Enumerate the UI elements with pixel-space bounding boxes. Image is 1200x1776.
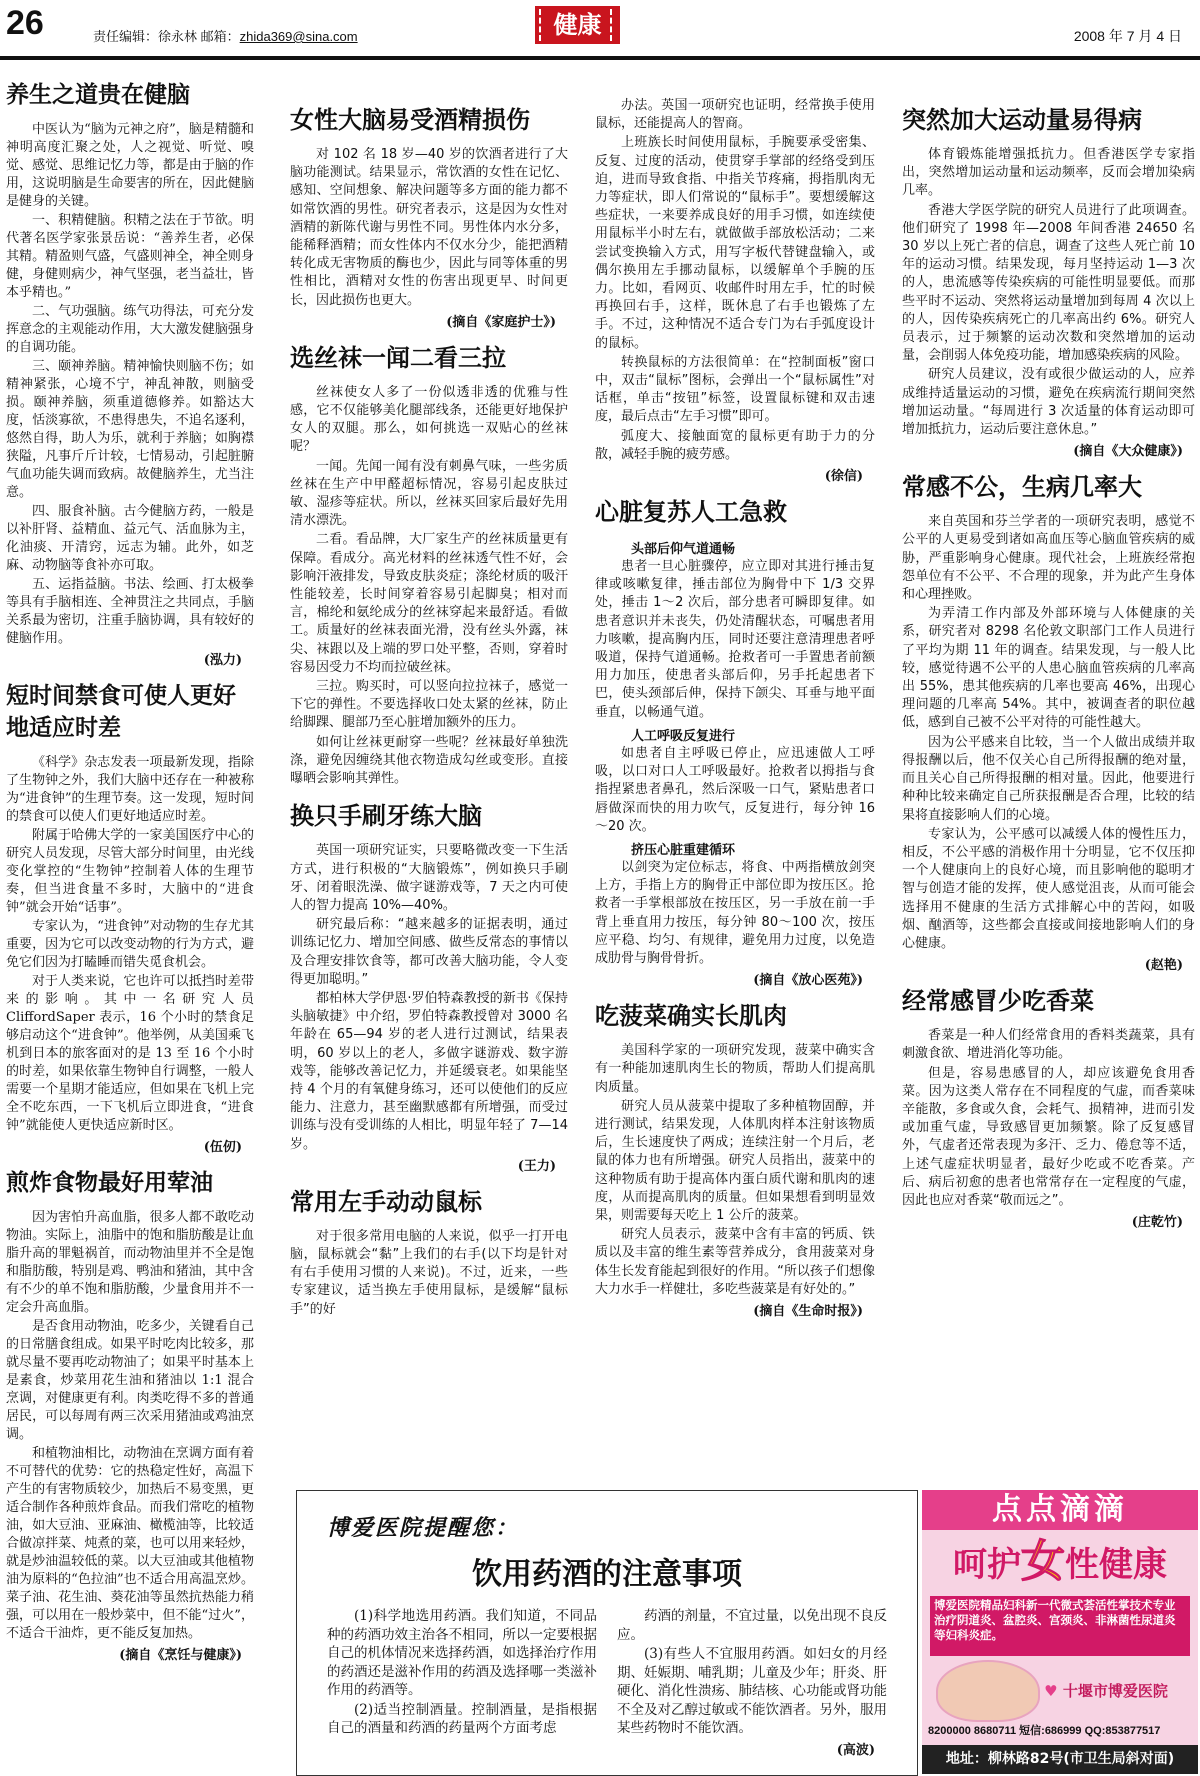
article [290,1186,568,1319]
article-paragraph: 和植物油相比，动物油在烹调方面有着不可替代的优势：它的热稳定性好，高温下产生的有害物质较少，加热后不易变黑，更适合制作各种煎炸食品。而我们常吃的植物油，如大豆油、亚麻油、橄榄油等，比较适合做凉拌菜、炖煮的菜，也可以用来轻炒，就是炒油温较低的菜。以大豆油或其他植物油为原料的“色拉油”也不适合用高温烹炒。菜子油、花生油、葵花油等虽然抗热能力稍强，可以用在一般炒菜中，但不能“过火”，不适合干油炸，更不能反复加热。 [6,1446,254,1641]
article [595,1000,875,1319]
notice-paragraph: (2)适当控制酒量。控制酒量，是指根据自己的酒量和药酒的药量两个方面考虑 [327,1701,597,1736]
article-paragraph: 三、颐神养脑。精神愉快则脑不伤；如精神紧张，心境不宁，神乱神散，则脑受损。颐神养脑，须重道德修养。如豁达大度，恬淡寡欲，不患得患失，不追名逐利，悠然自得，助人为乐，就利于养脑；如胸襟狭隘，凡事斤斤计较，七情易动，引起脏腑气血功能失调而致病。故健脑养生，尤当注意。 [6,359,254,500]
article [6,1167,254,1663]
article-paragraph: 是否食用动物油，吃多少，关键看自己的日常膳食组成。如果平时吃肉比较多，那就尽量不要再吃动物油了；如果平时基本上是素食，炒菜用花生油和猪油以 1:1 混合烹调，对健康更有利。肉类吃得不多的普通居民，可以每周有两三次采用猪油或鸡油烹调。 [6,1319,254,1442]
article-paragraph: 弧度大、接触面宽的鼠标更有助于力的分散，减轻手腕的疲劳感。 [595,428,875,462]
article-paragraph: 如何让丝袜更耐穿一些呢？丝袜最好单独洗涤，避免因缠绕其他衣物造成勾丝或变形。直接曝晒会影响其弹性。 [290,734,568,787]
article-paragraph: 研究人员从菠菜中提取了多种植物固醇，并进行测试，结果发现，人体肌肉样本注射该物质后，生长速度快了两成；连续注射一个月后，老鼠的体力也有所增强。研究人员指出，菠菜中的这种物质有助于提高体内蛋白质代谢和肌肉的速度，从而提高肌肉的质量。但如果想看到明显效果，则需要每天吃上 1 公斤的菠菜。 [595,1098,875,1223]
column-2 [290,100,568,1340]
notice-credit: (高波) [836,1742,875,1758]
article [290,800,568,1173]
article-title: 选丝袜一闻二看三拉 [290,343,506,372]
article-title: 常用左手动动鼠标 [290,1187,482,1216]
ad-slogan-c: 性健康 [1065,1545,1167,1585]
article [290,104,568,330]
editor-email[interactable]: zhida369@sina.com [239,29,358,44]
article-paragraph: 附属于哈佛大学的一家美国医疗中心的研究人员发现，尽管大部分时间里，由光线变化掌控的“生物钟”控制着人体的生理节奏，但当进食量不多时，大脑中的“进食钟”就会开始“话事”。 [6,828,254,915]
article [902,104,1195,459]
column-1 [6,75,254,1775]
article [595,97,875,484]
article-credit: (摘自《放心医苑》) [753,973,863,989]
article-title: 女性大脑易受酒精损伤 [290,106,530,134]
article [902,985,1195,1230]
article-paragraph: 专家认为，公平感可以减缓人体的慢性压力，相反，不公平感的消极作用十分明显，它不仅压抑一个人健康向上的良好心境，而且影响他的聪明才智与创造才能的发挥，使人感觉沮丧，从而可能会选择用不健康的生活方式排解心中的苦闷，如吸烟、酗酒等，这些都会直接或间接地影响人们的身心健康。 [902,826,1195,951]
ad-phone: 8200000 8680711 短信:686999 QQ:853877517 [928,1725,1161,1737]
article-paragraph: 二、气功强脑。练气功得法，可充分发挥意念的主观能动作用，大大激发健脑强身的自调功能。 [6,304,254,355]
article-paragraph: 以剑突为定位标志，将食、中两指横放剑突上方，手指上方的胸骨正中部位即为按压区。抢救者一手掌根部放在按压区，另一手放在前一手背上垂直用力按压，每分钟 80～100 次，按压应平稳、均匀、有规律，避免用力过度，以免造成肋骨与胸骨骨折。 [595,859,875,966]
article-credit: (泓力) [203,653,242,668]
article-credit: (摘自《烹饪与健康》) [119,1648,242,1663]
article-paragraph: 英国一项研究证实，只要略微改变一下生活方式，进行积极的“大脑锻炼”，例如换只手刷牙、闭着眼洗澡、做字谜游戏等，7 天之内可使人的智力提高 10%—40%。 [290,843,568,913]
article-title: 吃菠菜确实长肌肉 [595,1002,787,1031]
editor-info [93,26,358,45]
article-paragraph: 体育锻炼能增强抵抗力。但香港医学专家指出，突然增加运动量和运动频率，反而会增加染病几率。 [902,147,1195,199]
article-paragraph: 都柏林大学伊恩·罗伯特森教授的新书《保持头脑敏捷》中介绍，罗伯特森教授曾对 3000 名年龄在 65—94 岁的老人进行过测试，结果表明，60 岁以上的老人，多做字谜游戏、数字游戏等，能够改善记忆力，并延缓衰老。如果能坚持 4 个月的有氧健身练习，还可以使他们的反应能力、注意力，甚至幽默感都有所增强，而受过训练与没有受训练的人相比，明显年轻了 7—14 岁。 [290,990,568,1152]
article-paragraph: 美国科学家的一项研究发现，菠菜中确实含有一种能加速肌肉生长的物质，帮助人们提高肌肉质量。 [595,1043,875,1095]
ad-description: 博爱医院精品妇科新一代微式荟活性掌技术专业治疗阴道炎、盆腔炎、宫颈炎、非淋菌性尿道炎等妇科炎症。 [930,1596,1190,1656]
article-title: 突然加大运动量易得病 [902,106,1142,134]
article-paragraph: 但是，容易患感冒的人，却应该避免食用香菜。因为这类人常存在不同程度的气虚，而香菜味辛能散，多食或久食，会耗气、损精神，进而引发或加重气虚，导致感冒更加频繁。除了反复感冒外，气虚者还常表现为多汗、乏力、倦怠等不适，上述气虚症状明显者，最好少吃或不吃香菜。产后、病后初愈的患者也常常存在一定程度的气虚，因此也应对香菜“敬而远之”。 [902,1065,1195,1208]
notice-title: 饮用药酒的注意事项 [472,1557,742,1592]
notice-paragraph: (1)科学地选用药酒。我们知道，不同品种的药酒功效主治各不相同，所以一定要根据自己的机体情况来选择药酒，如选择治疗作用的药酒还是滋补作用的药酒及选择哪一类滋补作用的药酒等。 [327,1608,597,1698]
article-credit: (徐信) [824,469,863,485]
article-subheading: 人工呼吸反复进行 [631,728,736,744]
notice-paragraph: 药酒的剂量，不宜过量，以免出现不良反应。 [617,1608,887,1643]
article-paragraph: 四、服食补脑。古今健脑方药，一般是以补肝肾、益精血、益元气、活血脉为主，化油痰、开清窍，远志为辅。此外，如芝麻、动物脑等食补亦可取。 [6,504,254,573]
article-paragraph: 因为公平感来自比较，当一个人做出成绩并取得报酬以后，他不仅关心自己所得报酬的绝对量，而且关心自己所得报酬的相对量。因此，他要进行种种比较来确定自己所获报酬是否合理，比较的结果将直接影响人们的心境。 [902,734,1195,823]
hospital-advert[interactable] [922,1490,1198,1774]
editor-label: 责任编辑：徐永林 邮箱： [93,29,240,44]
article-paragraph: 因为害怕升高血脂，很多人都不敢吃动物油。实际上，油脂中的饱和脂肪酸是让血脂升高的罪魁祸首，而动物油里并不全是饱和脂肪酸，特别是鸡、鸭油和猪油，其中含有不少的单不饱和脂肪酸，少量食用并不一定会升高血脂。 [6,1210,254,1315]
article-credit: (摘自《大众健康》) [1073,444,1183,460]
article-paragraph: 一闻。先闻一闻有没有刺鼻气味，一些劣质丝袜在生产中甲醛超标情况，容易引起皮肤过敏、湿疹等症状。所以，丝袜买回家后最好先用清水漂洗。 [290,458,568,529]
article-subheading: 挤压心脏重建循环 [631,842,736,858]
article [6,680,254,1155]
header-rule [0,56,1200,60]
article-title: 心脏复苏人工急救 [595,498,787,527]
article-paragraph: 对于很多常用电脑的人来说，似乎一打开电脑，鼠标就会“黏”上我们的右手(以下均是针对有右手使用习惯的人来说)。不过，近来，一些专家建议，适当换左手使用鼠标，是缓解“鼠标手”的好 [290,1228,568,1317]
hospital-logo-text: 十堰市博爱医院 [1062,1682,1168,1700]
article-paragraph: 对于人类来说，它也许可以抵挡时差带来的影响。其中一名研究人员 CliffordSaper 表示，16 个小时的禁食足够启动这个“进食钟”。他举例，从美国乘飞机到日本的旅客面对的是 13 至 16 个小时的时差，如果依靠生物钟自行调整，一般人需要一个星期才能适应，但如果在飞机上完全不吃东西，一下飞机后立即进食，“进食钟”就能使人更快适应新时区。 [6,974,254,1133]
article-title: 短时间禁食可使人更好地适应时差 [6,683,236,741]
article-paragraph: 专家认为，“进食钟”对动物的生存尤其重要，因为它可以改变动物的行为方式，避免它们因为打瞌睡而错失觅食机会。 [6,919,254,970]
ad-address: 地址：柳林路82号(市卫生局斜对面) [922,1745,1198,1774]
article-credit: (伍仞) [203,1140,242,1155]
article-paragraph: 《科学》杂志发表一项最新发现，指除了生物钟之外，我们大脑中还存在一种被称为“进食钟”的生理节奏。这一发现，短时间的禁食可以使人们更好地适应时差。 [6,755,254,824]
column-4 [902,100,1195,1460]
article-title: 常感不公，生病几率大 [902,473,1142,502]
hospital-notice [296,1490,918,1776]
article-subheading: 头部后仰气道通畅 [631,542,736,558]
article-paragraph: 研究人员表示，菠菜中含有丰富的钙质、铁质以及丰富的维生素等营养成分，食用菠菜对身体生长发育能起到很好的作用。“所以孩子们想像大力水手一样健壮，多吃些菠菜是有好处的。” [595,1227,875,1297]
article-paragraph: 研究最后称：“越来越多的证据表明，通过训练记忆力、增加空间感、做些反常态的事情以及合理安排饮食等，都可改善大脑功能，令人变得更加聪明。” [290,917,568,987]
article-title: 经常感冒少吃香菜 [902,987,1094,1016]
section-badge: 健康 [535,6,620,44]
article [290,342,568,788]
notice-header: 博爱医院提醒您： [327,1515,520,1541]
article-paragraph: 为弄清工作内部及外部环境与人体健康的关系，研究者对 8298 名伦敦文职部门工作人员进行了平均为期 11 年的调查。结果发现，与一般人比较，感觉待遇不公平的人患心脑血管疾病的几率高出 55%，患其他疾病的几率也要高 46%，出现心理问题的几率高 54%。其中，被调查者的职位越低，感到自己被不公平对待的可能性越大。 [902,606,1195,731]
ad-slogan-b: 女 [1021,1536,1065,1587]
article-paragraph: 五、运指益脑。书法、绘画、打太极拳等具有手脑相连、全神贯注之共同点，手脑关系最为密切，注重手脑协调，具有较好的健脑作用。 [6,577,254,646]
heart-icon: ♥ [1044,1682,1058,1700]
column-3 [595,97,875,1337]
article-credit: (庄乾竹) [1131,1215,1183,1231]
ad-slogan [934,1534,1186,1590]
article-paragraph: 办法。英国一项研究也证明，经常换手使用鼠标，还能提高人的智商。 [595,98,875,132]
article-paragraph: 患者一旦心脏骤停，应立即对其进行捶击复律或咳嗽复律，捶击部位为胸骨中下 1/3 交界处，捶击 1～2 次后，部分患者可瞬即复律。如患者意识并未丧失，仍处清醒状态，可嘱患者用力咳嗽，提高胸内压，同时还要注意清理患者呼吸道，保持气道通畅。抢救者可一手置患者前额用力加压，使患者头部后仰，另手托起患者下巴，使头颈部后伸，保持下颌尖、耳垂与地平面垂直，以畅通气道。 [595,559,875,720]
article-paragraph: 香菜是一种人们经常食用的香料类蔬菜，具有刺激食欲、增进消化等功能。 [902,1028,1195,1062]
article-paragraph: 中医认为“脑为元神之府”，脑是精髓和神明高度汇聚之处，人之视觉、听觉、嗅觉、感觉、思维记忆力等，都是由于脑的作用，这说明脑是生命要害的所在，因此健脑是健身的关键。 [6,122,254,209]
article-credit: (摘自《家庭护士》) [446,314,556,330]
article-title: 换只手刷牙练大脑 [290,802,482,831]
article-paragraph: 丝袜使女人多了一份似透非透的优雅与性感，它不仅能够美化腿部线条，还能更好地保护女人的双腿。那么，如何挑选一双贴心的丝袜呢？ [290,384,568,455]
notice-paragraph: (3)有些人不宜服用药酒。如妇女的月经期、妊娠期、哺乳期；儿童及少年；肝炎、肝硬化、消化性溃疡、肺结核、心功能或肾功能不全及对乙醇过敏或不能饮酒者。另外，服用某些药物时不能饮酒。 [617,1646,887,1736]
article-paragraph: 一、积精健脑。积精之法在于节欲。明代著名医学家张景岳说：“善养生者，必保其精。精盈则气盛，气盛则神全，神全则身健，身健则病少，神气坚强，老当益壮，皆本乎精也。” [6,213,254,300]
article [902,471,1195,973]
article-paragraph: 二看。看品牌，大厂家生产的丝袜质量更有保障。看成分。高光材料的丝袜透气性不好，会影响汗液排发，导致皮肤炎症；涤纶材质的吸汗性能较差，长时间穿着容易引起脚臭；相对而言，棉纶和氨纶成分的丝袜穿起来最舒适。看做工。质量好的丝袜表面光滑，没有丝头外露，袜尖、袜跟以及上端的罗口处平整，否则，穿着时容易因受力不均而拉破丝袜。 [290,532,568,675]
page-number: 26 [6,4,44,42]
article-credit: (赵艳) [1144,958,1183,974]
article-credit: (摘自《生命时报》) [753,1303,863,1319]
article-paragraph: 对 102 名 18 岁—40 岁的饮酒者进行了大脑功能测试。结果显示，常饮酒的女性在记忆、感知、空间想象、解决问题等多方面的能力都不如常饮酒的男性。研究者表示，这是因为女性对酒精的新陈代谢与男性不同。男性体内水分多，能稀释酒精；而女性体内不仅水分少，能把酒精转化成无害物质的酶也少，因此与同等体重的男性相比，酒精对女性的伤害出现更早、时间更长，因此损伤也更大。 [290,147,568,308]
notice-left-column [327,1607,597,1739]
notice-right-column [617,1607,887,1760]
article-paragraph: 研究人员建议，没有或很少做运动的人，应养成维持适量运动的习惯，避免在疾病流行期间突然增加运动量。“每周进行 3 次适量的体育运动即可增加抵抗力，运动后要注意休息。” [902,367,1195,438]
article [6,79,254,668]
article-paragraph: 转换鼠标的方法很简单：在“控制面板”窗口中，双击“鼠标”图标，会弹出一个“鼠标属性”对话框，单击“按钮”标签，设置鼠标键和双击速度，最后点击“左手习惯”即可。 [595,354,875,425]
issue-date: 2008 年 7 月 4 日 [1073,28,1182,44]
article-paragraph: 来自英国和芬兰学者的一项研究表明，感觉不公平的人更易受到诸如高血压等心脑血管疾病的威胁，严重影响身心健康。现代社会，上班族经常抱怨单位有不公平、不合理的现象，并为此产生身体和心理挫败。 [902,514,1195,603]
article-paragraph: 如患者自主呼吸已停止，应迅速做人工呼吸，以口对口人工呼吸最好。抢救者以拇指与食指捏紧患者鼻孔，然后深吸一口气，紧贴患者口唇做深而快的用力吹气，反复进行，每分钟 16～20 次。 [595,745,875,834]
article-title: 煎炸食物最好用荤油 [6,1170,213,1196]
ad-headline: 点点滴滴 [922,1490,1198,1530]
article-title: 养生之道贵在健脑 [6,82,190,108]
article-paragraph: 香港大学医学院的研究人员进行了此项调查。他们研究了 1998 年—2008 年间香港 24650 名 30 岁以上死亡者的信息，调查了这些人死亡前 10 年的运动习惯。结果发现，每月坚持运动 1—3 次的人，患流感等传染疾病的可能性明显要低。而那些平时不运动、突然将运动量增加到每周 4 次以上的人，因传染疾病死亡的几率高出约 6%。研究人员表示，过于频繁的运动次数和突然增加的运动量，会削弱人体免疫功能，增加感染疾病的风险。 [902,202,1195,364]
article [595,496,875,988]
article-paragraph: 三拉。购买时，可以竖向拉拉袜子，感觉一下它的弹性。不要选择收口处太紧的丝袜，防止给脚踝、腿部乃至心脏增加额外的压力。 [290,679,568,731]
hospital-logo [1018,1680,1194,1701]
article-paragraph: 上班族长时间使用鼠标，手腕要承受密集、反复、过度的活动，使贯穿手掌部的经络受到压迫，进而导致食指、中指关节疼痛，拇指肌肉无力等症状，即人们常说的“鼠标手”。要想缓解这些症状，一来要养成良好的用手习惯，如连续使用鼠标半小时左右，就做做手部放松活动；二来尝试变换输入方式，用写字板代替键盘输入，或偶尔换用左手挪动鼠标，以缓解单个手腕的压力。比如，看网页、收邮件时用左手，忙的时候再换回右手，这样，既休息了右手也锻炼了左手。不过，这种情况不适合专门为右手弧度设计的鼠标。 [595,135,875,351]
ad-slogan-a: 呵护 [953,1545,1021,1585]
article-credit: (王力) [517,1158,556,1174]
page-header [0,0,1200,60]
